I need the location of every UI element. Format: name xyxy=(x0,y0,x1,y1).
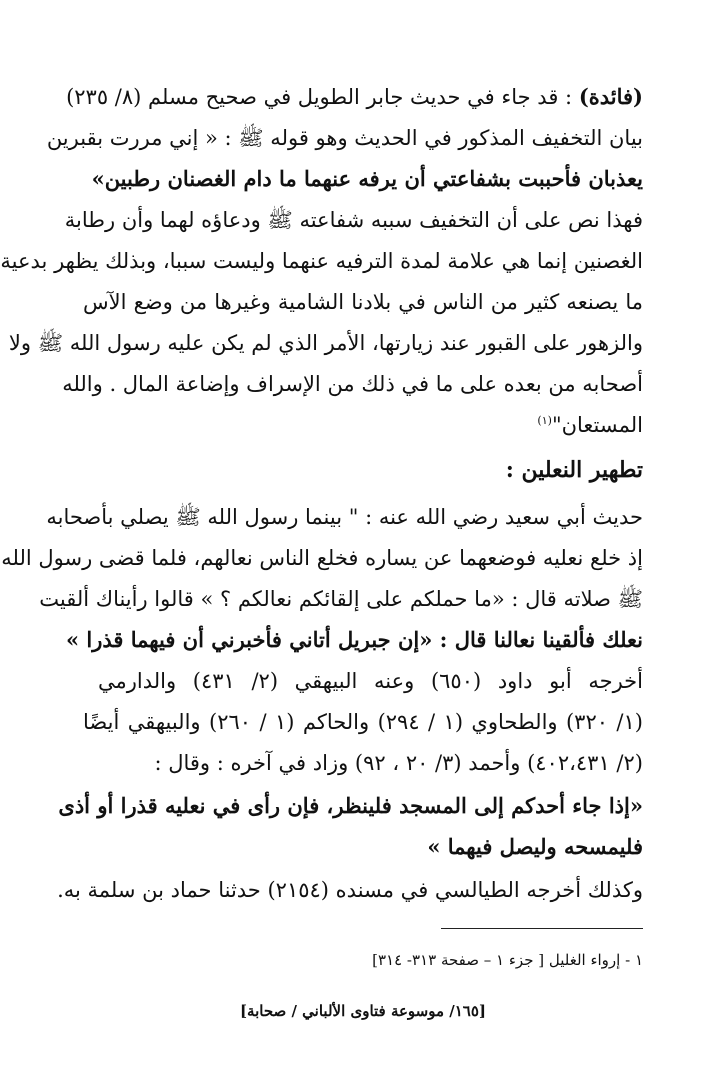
text-line: بيان التخفيف المذكور في الحديث وهو قوله ﷺ : « إني مررت بقبرين xyxy=(46,126,643,150)
text-line: «إذا جاء أحدكم إلى المسجد فلينظر، فإن رأى في نعليه قذرا أو أذى xyxy=(58,793,643,818)
text-line: الغصنين إنما هي علامة لمدة الترفيه عنهما وليست سببا، وبذلك يظهر بدعية xyxy=(0,249,643,273)
text-line: (٢/ ٤٠٢،٤٣١) وأحمد (٣/ ٢٠ ، ٩٢) وزاد في آخره : وقال : xyxy=(154,751,643,775)
footnote: ١ - إرواء الغليل [ جزء ١ – صفحة ٣١٣- ٣١٤] xyxy=(372,951,643,969)
line-9-text: المستعان" xyxy=(551,413,643,437)
text-line: أخرجه أبو داود (٦٥٠) وعنه البيهقي (٢/ ٤٣١) والدارمي xyxy=(98,669,643,693)
section-heading: تطهير النعلين : xyxy=(505,457,643,483)
text-line: حديث أبي سعيد رضي الله عنه : " بينما رسول الله ﷺ يصلي بأصحابه xyxy=(46,505,643,529)
text-line: والزهور على القبور عند زيارتها، الأمر الذي لم يكن عليه رسول الله ﷺ ولا xyxy=(8,331,643,355)
text-line: أصحابه من بعده على ما في ذلك من الإسراف وإضاعة المال . والله xyxy=(62,372,643,396)
note-label: (فائدة) xyxy=(578,84,643,109)
page-footer: [١٦٥/ موسوعة فتاوى الألباني / صحابة] xyxy=(239,1002,487,1020)
text-line: فليمسحه وليصل فيهما » xyxy=(427,834,643,859)
text-line: إذ خلع نعليه فوضعهما عن يساره فخلع الناس نعالهم، فلما قضى رسول الله xyxy=(1,546,643,570)
footnote-divider xyxy=(441,928,643,929)
text-line: فهذا نص على أن التخفيف سببه شفاعته ﷺ ودعاؤه لهما وأن رطابة xyxy=(64,208,643,232)
text-line: ما يصنعه كثير من الناس في بلادنا الشامية وغيرها من وضع الآس xyxy=(83,290,643,314)
text-line xyxy=(83,405,643,445)
text-line: (١/ ٣٢٠) والطحاوي (١ / ٢٩٤) والحاكم (١ / ٢٦٠) والبيهقي أيضًا xyxy=(83,710,643,734)
text-line: نعلك فألقينا نعالنا قال : «إن جبريل أتاني فأخبرني أن فيهما قذرا » xyxy=(65,627,643,652)
line-1-rest: : قد جاء في حديث جابر الطويل في صحيح مسلم (٨/ ٢٣٥) xyxy=(66,85,573,109)
text-line: وكذلك أخرجه الطيالسي في مسنده (٢١٥٤) حدثنا حماد بن سلمة به. xyxy=(57,878,643,902)
text-line: ﷺ صلاته قال : «ما حملكم على إلقائكم نعالكم ؟ » قالوا رأيناك ألقيت xyxy=(39,587,643,611)
text-line: يعذبان فأحببت بشفاعتي أن يرفه عنهما ما دام الغصنان رطبين» xyxy=(91,166,643,191)
footnote-marker: (١) xyxy=(537,414,552,427)
text-line xyxy=(66,77,643,117)
